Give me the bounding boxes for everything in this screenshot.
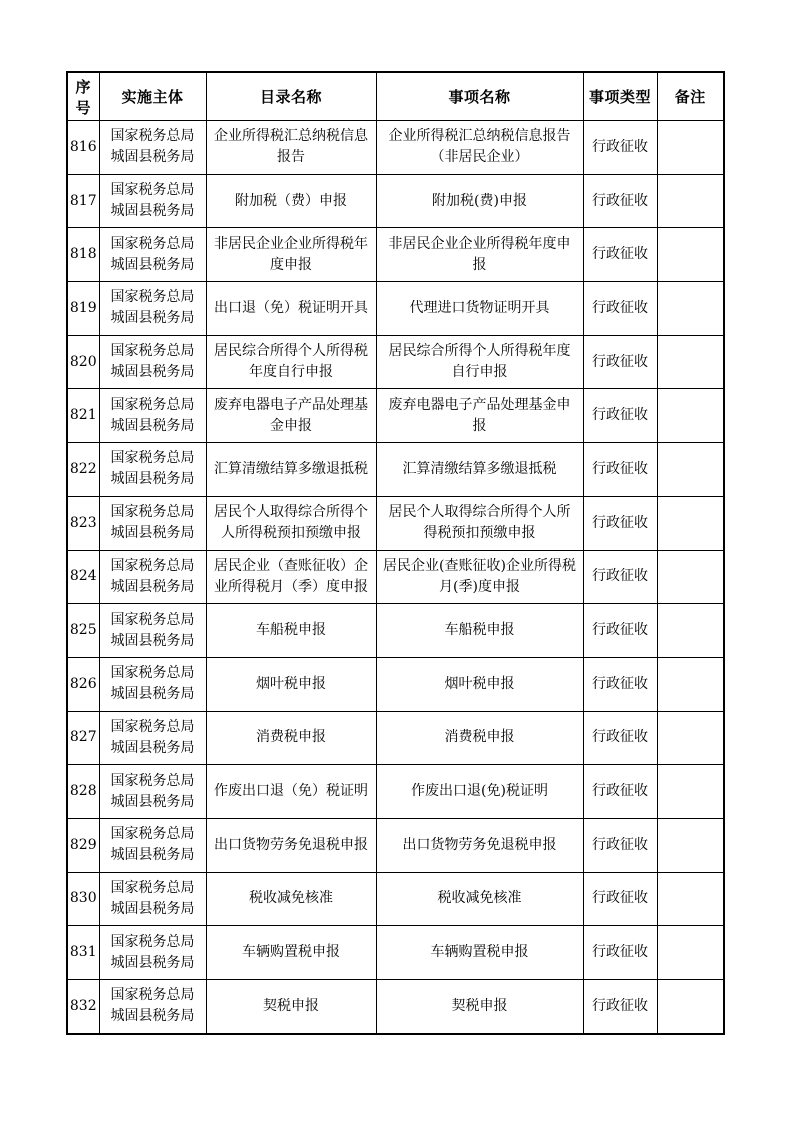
- cell-index: 829: [67, 818, 99, 872]
- cell-catalog: [206, 174, 376, 228]
- cell-agency-text: 国家税务总局城固县税务局: [110, 396, 195, 434]
- cell-item-text: 税收减免核准: [437, 890, 522, 907]
- cell-type: 行政征收: [583, 765, 657, 819]
- cell-agency: [99, 121, 206, 175]
- cell-catalog: [206, 282, 376, 336]
- header-row: [67, 72, 724, 121]
- cell-remark: [657, 657, 724, 711]
- cell-item: [376, 335, 583, 389]
- cell-catalog-text: 汇算清缴结算多缴退抵税: [214, 460, 368, 477]
- cell-remark: [657, 765, 724, 819]
- cell-item-text: 契税申报: [451, 997, 508, 1014]
- table-row: [67, 872, 724, 926]
- cell-catalog: [206, 657, 376, 711]
- table-row: [67, 711, 724, 765]
- cell-type: 行政征收: [583, 711, 657, 765]
- items-table: [66, 71, 725, 1035]
- table-row: [67, 335, 724, 389]
- cell-catalog: [206, 228, 376, 282]
- cell-index: 827: [67, 711, 99, 765]
- cell-catalog: [206, 335, 376, 389]
- cell-remark: [657, 496, 724, 550]
- cell-item-text: 居民综合所得个人所得税年度自行申报: [388, 343, 571, 381]
- cell-item-text: 车船税申报: [444, 622, 515, 639]
- cell-agency-text: 国家税务总局城固县税务局: [110, 343, 195, 381]
- cell-item-text: 消费税申报: [444, 729, 515, 746]
- cell-item: [376, 121, 583, 175]
- cell-catalog: [206, 980, 376, 1034]
- cell-index: 816: [67, 121, 99, 175]
- cell-type: 行政征收: [583, 872, 657, 926]
- cell-index: 825: [67, 604, 99, 658]
- cell-catalog-text: 非居民企业企业所得税年度申报: [214, 235, 368, 273]
- cell-remark: [657, 711, 724, 765]
- cell-catalog-text: 附加税（费）申报: [235, 192, 347, 209]
- cell-remark: [657, 926, 724, 980]
- cell-agency-text: 国家税务总局城固县税务局: [110, 504, 195, 542]
- cell-item: [376, 980, 583, 1034]
- cell-type: 行政征收: [583, 818, 657, 872]
- cell-index: 831: [67, 926, 99, 980]
- cell-item: [376, 818, 583, 872]
- cell-type: 行政征收: [583, 335, 657, 389]
- cell-agency-text: 国家税务总局城固县税务局: [110, 987, 195, 1025]
- table-body: [67, 121, 724, 1034]
- cell-type: 行政征收: [583, 980, 657, 1034]
- cell-item: [376, 443, 583, 497]
- table-row: [67, 282, 724, 336]
- cell-item-text: 烟叶税申报: [444, 675, 515, 692]
- cell-index: 817: [67, 174, 99, 228]
- cell-remark: [657, 121, 724, 175]
- cell-item: [376, 228, 583, 282]
- cell-remark: [657, 980, 724, 1034]
- cell-type: 行政征收: [583, 282, 657, 336]
- cell-agency: [99, 980, 206, 1034]
- cell-remark: [657, 228, 724, 282]
- cell-item-text: 居民个人取得综合所得个人所得税预扣预缴申报: [388, 504, 571, 542]
- cell-agency-text: 国家税务总局城固县税务局: [110, 128, 195, 166]
- cell-index: 818: [67, 228, 99, 282]
- cell-agency: [99, 443, 206, 497]
- cell-type: 行政征收: [583, 121, 657, 175]
- cell-remark: [657, 604, 724, 658]
- cell-agency: [99, 550, 206, 604]
- cell-item-text: 代理进口货物证明开具: [409, 299, 550, 316]
- cell-remark: [657, 174, 724, 228]
- table-row: [67, 389, 724, 443]
- table-row: [67, 550, 724, 604]
- cell-agency: [99, 282, 206, 336]
- cell-remark: [657, 872, 724, 926]
- cell-remark: [657, 550, 724, 604]
- cell-agency: [99, 765, 206, 819]
- cell-item-text: 车辆购置税申报: [430, 944, 529, 961]
- cell-item: [376, 389, 583, 443]
- cell-agency-text: 国家税务总局城固县税务局: [110, 450, 195, 488]
- cell-agency-text: 国家税务总局城固县税务局: [110, 665, 195, 703]
- cell-item: [376, 872, 583, 926]
- cell-agency: [99, 711, 206, 765]
- table-row: [67, 496, 724, 550]
- table-row: [67, 604, 724, 658]
- cell-index: 828: [67, 765, 99, 819]
- cell-agency: [99, 604, 206, 658]
- cell-agency: [99, 174, 206, 228]
- cell-item: [376, 926, 583, 980]
- cell-item-text: 非居民企业企业所得税年度申报: [388, 235, 571, 273]
- cell-remark: [657, 389, 724, 443]
- cell-type: 行政征收: [583, 657, 657, 711]
- cell-item: [376, 174, 583, 228]
- cell-agency: [99, 335, 206, 389]
- table-row: [67, 980, 724, 1034]
- cell-item-text: 附加税(费)申报: [432, 192, 527, 209]
- cell-agency-text: 国家税务总局城固县税务局: [110, 611, 195, 649]
- cell-catalog: [206, 443, 376, 497]
- cell-item-text: 废弃电器电子产品处理基金申报: [388, 396, 571, 434]
- table-row: [67, 443, 724, 497]
- cell-agency: [99, 872, 206, 926]
- cell-agency: [99, 228, 206, 282]
- cell-remark: [657, 443, 724, 497]
- cell-catalog-text: 居民个人取得综合所得个人所得税预扣预缴申报: [214, 504, 368, 542]
- cell-agency-text: 国家税务总局城固县税务局: [110, 718, 195, 756]
- cell-type: 行政征收: [583, 389, 657, 443]
- cell-type: 行政征收: [583, 604, 657, 658]
- cell-remark: [657, 335, 724, 389]
- cell-catalog-text: 居民企业（查账征收）企业所得税月（季）度申报: [214, 557, 368, 595]
- cell-index: 826: [67, 657, 99, 711]
- column-header-item: 事项名称: [376, 72, 583, 121]
- cell-catalog-text: 车船税申报: [256, 622, 326, 639]
- cell-agency: [99, 818, 206, 872]
- cell-index: 832: [67, 980, 99, 1034]
- cell-agency-text: 国家税务总局城固县税务局: [110, 879, 195, 917]
- cell-catalog-text: 出口货物劳务免退税申报: [214, 836, 368, 853]
- cell-catalog-text: 税收减免核准: [249, 890, 333, 907]
- cell-index: 823: [67, 496, 99, 550]
- cell-catalog-text: 企业所得税汇总纳税信息报告: [214, 128, 368, 166]
- cell-agency: [99, 657, 206, 711]
- cell-catalog: [206, 765, 376, 819]
- table-row: [67, 174, 724, 228]
- cell-index: 819: [67, 282, 99, 336]
- cell-item: [376, 282, 583, 336]
- cell-type: 行政征收: [583, 496, 657, 550]
- cell-catalog: [206, 389, 376, 443]
- cell-index: 824: [67, 550, 99, 604]
- cell-agency: [99, 926, 206, 980]
- table-row: [67, 228, 724, 282]
- table-row: [67, 121, 724, 175]
- cell-agency-text: 国家税务总局城固县税务局: [110, 557, 195, 595]
- cell-catalog: [206, 872, 376, 926]
- cell-type: 行政征收: [583, 550, 657, 604]
- cell-agency: [99, 496, 206, 550]
- cell-agency-text: 国家税务总局城固县税务局: [110, 933, 195, 971]
- cell-catalog: [206, 604, 376, 658]
- cell-type: 行政征收: [583, 174, 657, 228]
- cell-catalog: [206, 550, 376, 604]
- cell-remark: [657, 282, 724, 336]
- cell-item-text: 作废出口退(免)税证明: [411, 783, 548, 800]
- column-header-agency: 实施主体: [99, 72, 206, 121]
- cell-catalog: [206, 121, 376, 175]
- cell-agency-text: 国家税务总局城固县税务局: [110, 772, 195, 810]
- table-row: [67, 818, 724, 872]
- cell-catalog-text: 出口退（免）税证明开具: [214, 299, 368, 316]
- cell-item: [376, 604, 583, 658]
- table-row: [67, 926, 724, 980]
- cell-catalog-text: 车辆购置税申报: [242, 944, 340, 961]
- cell-index: 830: [67, 872, 99, 926]
- cell-catalog-text: 废弃电器电子产品处理基金申报: [214, 396, 368, 434]
- cell-item-text: 居民企业(查账征收)企业所得税月(季)度申报: [383, 557, 576, 595]
- cell-item: [376, 711, 583, 765]
- cell-index: 820: [67, 335, 99, 389]
- cell-item-text: 汇算清缴结算多缴退抵税: [402, 460, 557, 477]
- column-header-catalog: 目录名称: [206, 72, 376, 121]
- cell-item-text: 出口货物劳务免退税申报: [402, 836, 557, 853]
- cell-type: 行政征收: [583, 228, 657, 282]
- cell-agency-text: 国家税务总局城固县税务局: [110, 826, 195, 864]
- cell-catalog-text: 契税申报: [263, 997, 319, 1014]
- cell-agency-text: 国家税务总局城固县税务局: [110, 289, 195, 327]
- cell-item: [376, 550, 583, 604]
- cell-item: [376, 765, 583, 819]
- cell-agency: [99, 389, 206, 443]
- cell-catalog: [206, 818, 376, 872]
- cell-type: 行政征收: [583, 443, 657, 497]
- cell-agency-text: 国家税务总局城固县税务局: [110, 182, 195, 220]
- cell-item: [376, 496, 583, 550]
- table-row: [67, 765, 724, 819]
- column-header-remark: 备注: [657, 72, 724, 121]
- cell-catalog: [206, 711, 376, 765]
- cell-catalog-text: 消费税申报: [256, 729, 326, 746]
- cell-remark: [657, 818, 724, 872]
- cell-item-text: 企业所得税汇总纳税信息报告（非居民企业）: [388, 128, 571, 166]
- cell-catalog: [206, 926, 376, 980]
- cell-catalog-text: 居民综合所得个人所得税年度自行申报: [214, 343, 368, 381]
- cell-catalog-text: 烟叶税申报: [256, 675, 326, 692]
- cell-catalog-text: 作废出口退（免）税证明: [214, 783, 368, 800]
- column-header-type: 事项类型: [583, 72, 657, 121]
- cell-catalog: [206, 496, 376, 550]
- cell-agency-text: 国家税务总局城固县税务局: [110, 235, 195, 273]
- cell-item: [376, 657, 583, 711]
- column-header-index: 序号: [67, 72, 99, 121]
- cell-index: 821: [67, 389, 99, 443]
- table-row: [67, 657, 724, 711]
- cell-type: 行政征收: [583, 926, 657, 980]
- cell-index: 822: [67, 443, 99, 497]
